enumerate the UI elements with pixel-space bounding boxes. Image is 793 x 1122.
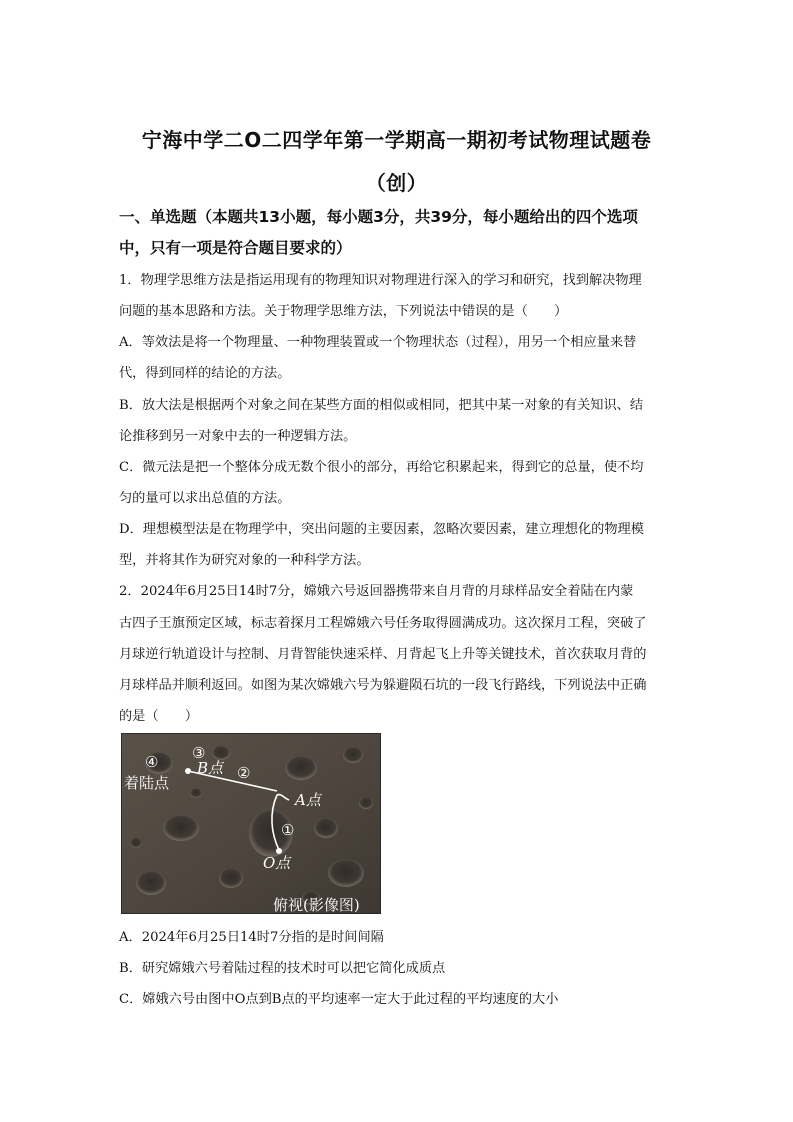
- q2-stem-line2: 古四子王旗预定区域，标志着探月工程嫦娥六号任务取得圆满成功。这次探月工程，突破了: [119, 616, 647, 631]
- q2-stem-line5: 的是（ ）: [119, 709, 199, 724]
- q1-stem-line1: 1．物理学思维方法是指运用现有的物理知识对物理进行深入的学习和研究，找到解决物理: [119, 273, 642, 288]
- q1-option-c-line1: C．微元法是把一个整体分成无数个很小的部分，再给它积累起来，得到它的总量，使不均: [119, 460, 644, 475]
- label-landing-point: 着陆点: [124, 774, 170, 792]
- q1-stem-line2: 问题的基本思路和方法。关于物理学思维方法，下列说法中错误的是（ ）: [119, 304, 568, 319]
- q1-option-a-line1: A．等效法是将一个物理量、一种物理装置或一个物理状态（过程），用另一个相应量来替: [119, 335, 637, 350]
- label-circle-3: ③: [192, 744, 206, 762]
- exam-title-line1: 宁海中学二O二四学年第一学期高一期初考试物理试题卷: [141, 128, 652, 152]
- q1-option-d-line1: D．理想模型法是在物理学中，突出问题的主要因素，忽略次要因素，建立理想化的物理模: [119, 522, 644, 537]
- q2-stem-line1: 2．2024年6月25日14时7分，嫦娥六号返回器携带来自月背的月球样品安全着陆在内蒙: [119, 584, 634, 599]
- label-point-a: A点: [295, 791, 321, 809]
- landing-point-marker: [185, 768, 191, 774]
- q2-stem-line4: 月球样品并顺利返回。如图为某次嫦娥六号为躲避陨石坑的一段飞行路线，下列说法中正确: [119, 678, 647, 693]
- q1-option-a-line2: 代，得到同样的结论的方法。: [119, 366, 291, 381]
- section-heading-line2: 中，只有一项是符合题目要求的）: [119, 239, 352, 257]
- moon-flight-path-figure: [121, 733, 381, 914]
- section-heading-line1: 一、单选题（本题共13小题，每小题3分，共39分，每小题给出的四个选项: [119, 208, 638, 226]
- label-circle-4: ④: [145, 753, 159, 771]
- q1-option-c-line2: 匀的量可以求出总值的方法。: [119, 491, 291, 506]
- label-circle-1: ①: [281, 821, 295, 839]
- q1-option-d-line2: 型，并将其作为研究对象的一种科学方法。: [119, 553, 370, 568]
- label-point-o: O点: [263, 854, 291, 872]
- q2-option-c: C．嫦娥六号由图中O点到B点的平均速率一定大于此过程的平均速度的大小: [119, 992, 559, 1007]
- q2-option-b: B．研究嫦娥六号着陆过程的技术时可以把它简化成质点: [119, 961, 446, 976]
- label-point-b: B点: [197, 759, 224, 777]
- q1-option-b-line1: B．放大法是根据两个对象之间在某些方面的相似或相同，把其中某一对象的有关知识、结: [119, 398, 643, 413]
- exam-title-line2: （创）: [365, 171, 428, 195]
- q2-stem-line3: 月球逆行轨道设计与控制、月背智能快速采样、月背起飞上升等关键技术，首次获取月背的: [119, 647, 647, 662]
- q1-option-b-line2: 论推移到另一对象中去的一种逻辑方法。: [119, 429, 357, 444]
- figure-caption: 俯视(影像图): [273, 896, 360, 914]
- q2-option-a: A．2024年6月25日14时7分指的是时间间隔: [119, 930, 384, 945]
- label-circle-2: ②: [237, 764, 251, 782]
